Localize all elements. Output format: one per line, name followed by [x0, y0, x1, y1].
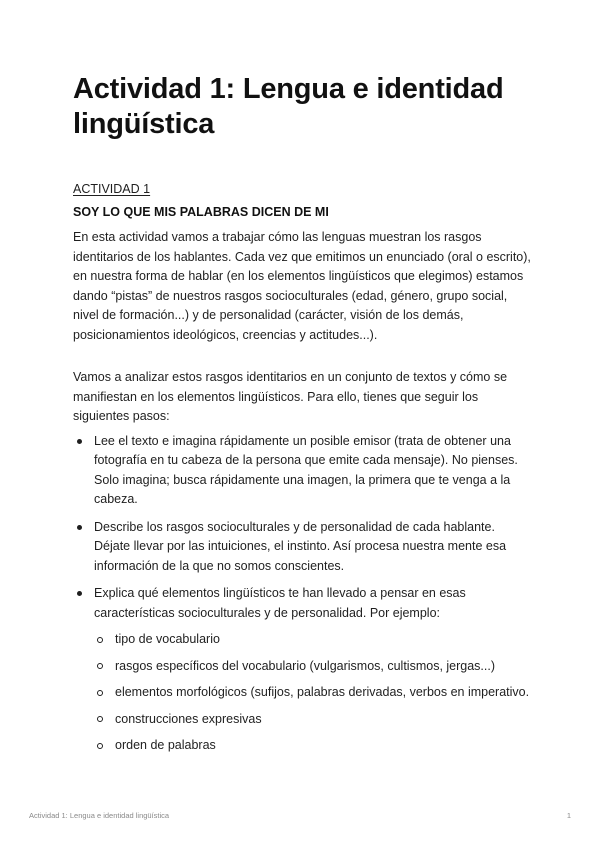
list-item — [94, 630, 533, 650]
step-text: Explica qué elementos lingüísticos te han llevado a pensar en esas características socioculturales y de personalidad. Por ejemplo: — [94, 586, 466, 620]
instructions-paragraph: Vamos a analizar estos rasgos identitarios en un conjunto de textos y cómo se manifiestan en los elementos lingüísticos. Para ello, tienes que seguir los siguientes pasos: — [73, 370, 508, 423]
list-item — [94, 736, 533, 756]
example-text: rasgos específicos del vocabulario (vulgarismos, cultismos, jergas...) — [115, 658, 496, 673]
hollow-bullet-icon — [97, 690, 103, 696]
activity-subtitle: SOY LO QUE MIS PALABRAS DICEN DE MI — [73, 205, 329, 219]
example-text: construcciones expresivas — [115, 711, 262, 726]
example-text: elementos morfológicos (sufijos, palabras derivadas, verbos en imperativo. — [115, 685, 530, 699]
step-text: Lee el texto e imagina rápidamente un posible emisor (trata de obtener una fotografía en tu cabeza de la persona que emite cada mensaje). No pienses. Solo imagina; busca rápidamente una imagen, la primera que te venga a la cabeza. — [94, 433, 518, 506]
list-item — [73, 432, 533, 510]
hollow-bullet-icon — [97, 663, 103, 669]
page-title: Actividad 1: Lengua e identidad lingüística — [73, 73, 504, 140]
hollow-bullet-icon — [97, 743, 103, 749]
list-item — [94, 710, 533, 730]
examples-list — [94, 630, 533, 756]
steps-list — [73, 432, 533, 756]
document-page — [73, 72, 533, 764]
bullet-icon — [77, 591, 82, 596]
example-text: tipo de vocabulario — [115, 632, 220, 646]
list-item — [94, 683, 533, 703]
list-item — [94, 657, 533, 677]
step-text: Describe los rasgos socioculturales y de personalidad de cada hablante. Déjate llevar por las intuiciones, el instinto. Así procesa nuestra mente esa información de la que no somos conscientes. — [94, 519, 507, 573]
page-footer — [29, 811, 571, 820]
intro-paragraph: En esta actividad vamos a trabajar cómo las lenguas muestran los rasgos identitarios de los hablantes. Cada vez que emitimos un enunciado (oral o escrito), en nuestra forma de hablar (en los elementos lingüísticos que elegimos) estamos dando “pistas” de nuestros rasgos socioculturales (edad, género, grupo social, nivel de formación...) y de personalidad (carácter, visión de los demás, posicionamientos ideológicos, creencias y actitudes...). — [73, 230, 531, 342]
hollow-bullet-icon — [97, 716, 103, 722]
page-number: 1 — [566, 811, 571, 820]
list-item — [73, 584, 533, 756]
list-item — [73, 518, 533, 577]
section-label: ACTIVIDAD 1 — [73, 182, 151, 196]
footer-title: Actividad 1: Lengua e identidad lingüística — [29, 811, 170, 820]
example-text: orden de palabras — [115, 738, 216, 752]
bullet-icon — [77, 525, 82, 530]
hollow-bullet-icon — [97, 637, 103, 643]
bullet-icon — [77, 439, 82, 444]
